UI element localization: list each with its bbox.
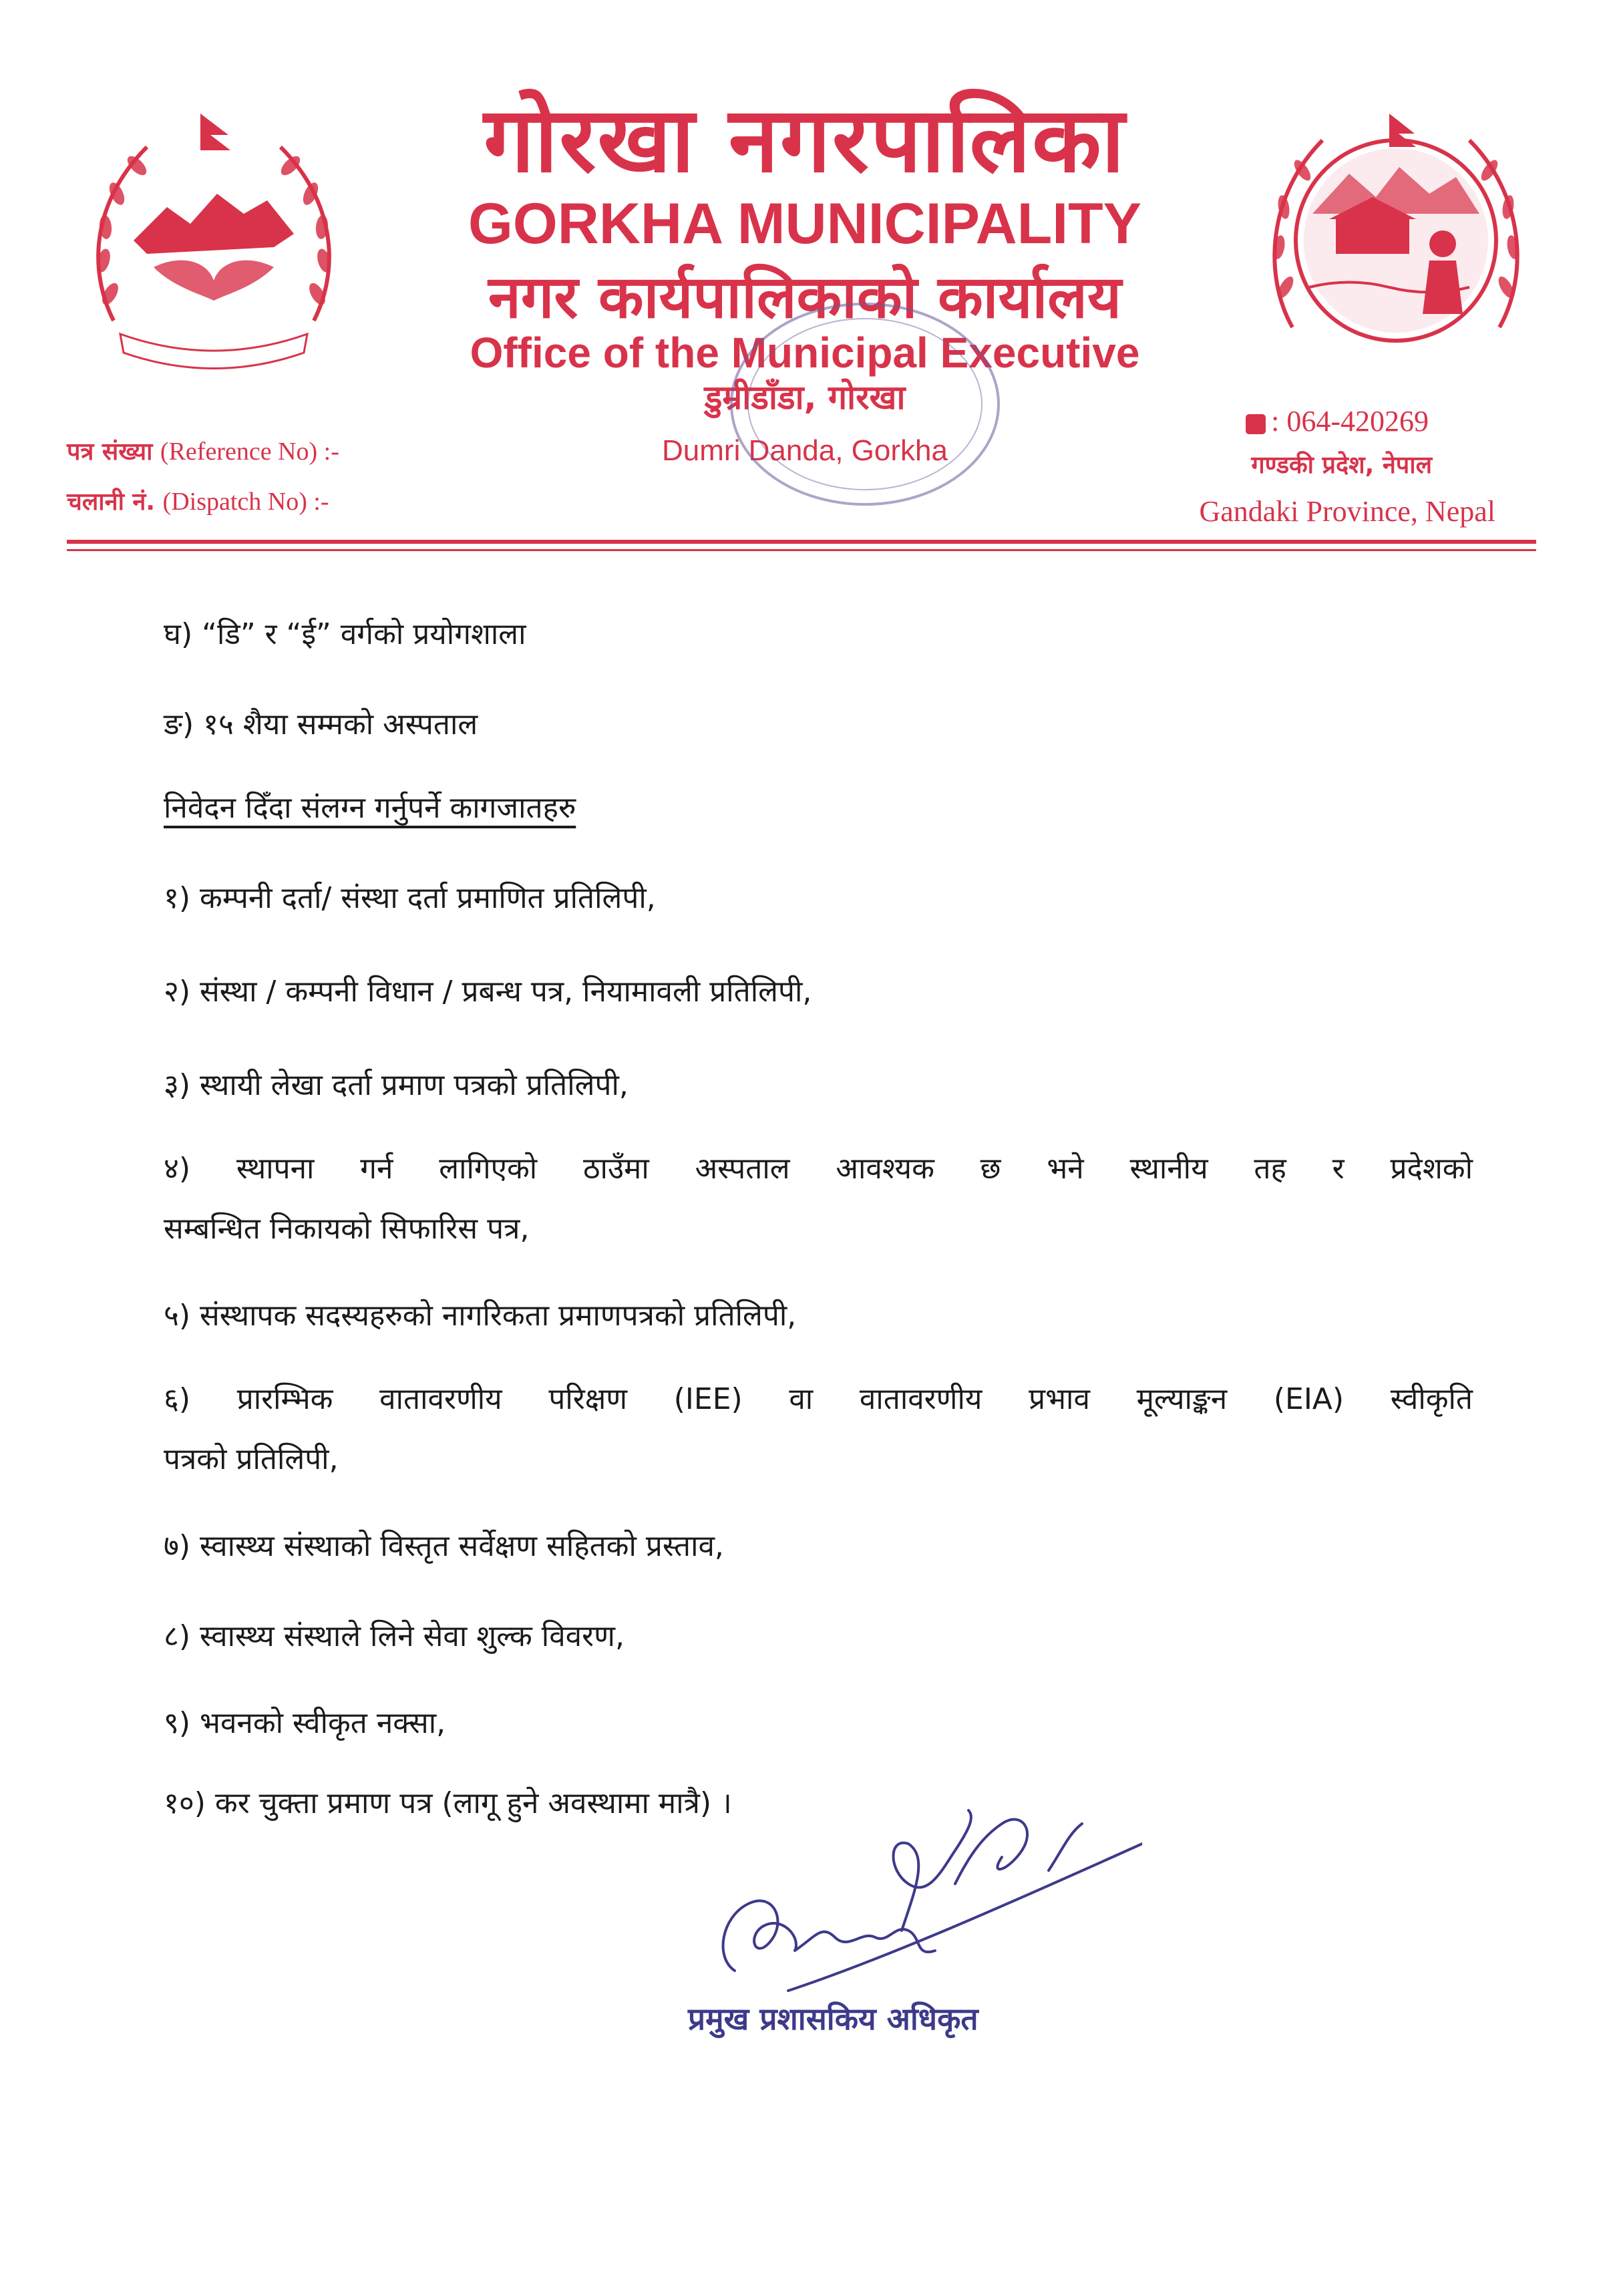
document-item-9: ९) भवनको स्वीकृत नक्सा,	[164, 1706, 446, 1740]
address-english: Dumri Danda, Gorkha	[662, 434, 948, 467]
signatory-title: प्रमुख प्रशासकिय अधिकृत	[688, 2001, 978, 2037]
reference-label-nepali: पत्र संख्या	[67, 438, 153, 466]
document-item-6-line-2: पत्रको प्रतिलिपी,	[164, 1442, 339, 1476]
document-item-3: ३) स्थायी लेखा दर्ता प्रमाण पत्रको प्रतिलिपी,	[164, 1068, 629, 1102]
header-divider-thin	[67, 549, 1536, 551]
header-divider	[67, 540, 1536, 544]
document-item-1: १) कम्पनी दर्ता/ संस्था दर्ता प्रमाणित प्रतिलिपी,	[164, 881, 656, 915]
address-nepali: डुम्रीडाँडा, गोरखा	[704, 378, 906, 417]
office-name-english: Office of the Municipal Executive	[470, 329, 1140, 377]
document-item-7: ७) स्वास्थ्य संस्थाको विस्तृत सर्वेक्षण सहितको प्रस्ताव,	[164, 1529, 724, 1563]
handwritten-signature	[688, 1770, 1142, 1997]
office-name-nepali: नगर कार्यपालिकाको कार्यालय	[488, 263, 1121, 331]
office-stamp	[721, 294, 1009, 514]
reference-number-field	[67, 434, 339, 467]
document-item-5: ५) संस्थापक सदस्यहरुको नागरिकता प्रमाणपत्रको प्रतिलिपी,	[164, 1299, 797, 1333]
province-english: Gandaki Province, Nepal	[1199, 495, 1495, 528]
nepal-emblem-logo	[73, 100, 354, 381]
phone-icon	[1246, 414, 1266, 434]
list-item-gha: घ) “डि” र “ई” वर्गको प्रयोगशाला	[164, 617, 526, 651]
document-item-4-line-2: सम्बन्धित निकायको सिफारिस पत्र,	[164, 1212, 530, 1246]
list-item-nga: ङ) १५ शैया सम्मको अस्पताल	[164, 707, 478, 742]
municipality-logo	[1256, 100, 1536, 381]
dispatch-label-nepali: चलानी नं.	[67, 488, 156, 516]
municipality-name-nepali: गोरखा नगरपालिका	[484, 88, 1126, 192]
section-heading: निवेदन दिँदा संलग्न गर्नुपर्ने कागजातहरु	[164, 791, 576, 825]
document-item-4-line-1: ४) स्थापना गर्न लागिएको ठाउँमा अस्पताल आवश्यक छ भने स्थानीय तह र प्रदेशको	[164, 1152, 1473, 1186]
phone-contact	[1246, 404, 1429, 438]
document-item-8: ८) स्वास्थ्य संस्थाले लिने सेवा शुल्क विवरण,	[164, 1619, 624, 1653]
phone-number: : 064-420269	[1271, 405, 1429, 438]
document-item-2: २) संस्था / कम्पनी विधान / प्रबन्ध पत्र, नियामावली प्रतिलिपी,	[164, 975, 812, 1009]
municipality-name-english: GORKHA MUNICIPALITY	[468, 192, 1142, 256]
dispatch-label-english: (Dispatch No) :-	[162, 488, 329, 516]
dispatch-number-field	[67, 484, 329, 517]
document-item-6-line-1: ६) प्रारम्भिक वातावरणीय परिक्षण (IEE) वा वातावरणीय प्रभाव मूल्याङ्कन (EIA) स्वीकृति	[164, 1382, 1473, 1416]
document-item-10: १०) कर चुक्ता प्रमाण पत्र (लागू हुने अवस्थामा मात्रै) ।	[164, 1786, 732, 1820]
province-nepali: गण्डकी प्रदेश, नेपाल	[1251, 452, 1432, 479]
reference-label-english: (Reference No) :-	[160, 438, 339, 466]
